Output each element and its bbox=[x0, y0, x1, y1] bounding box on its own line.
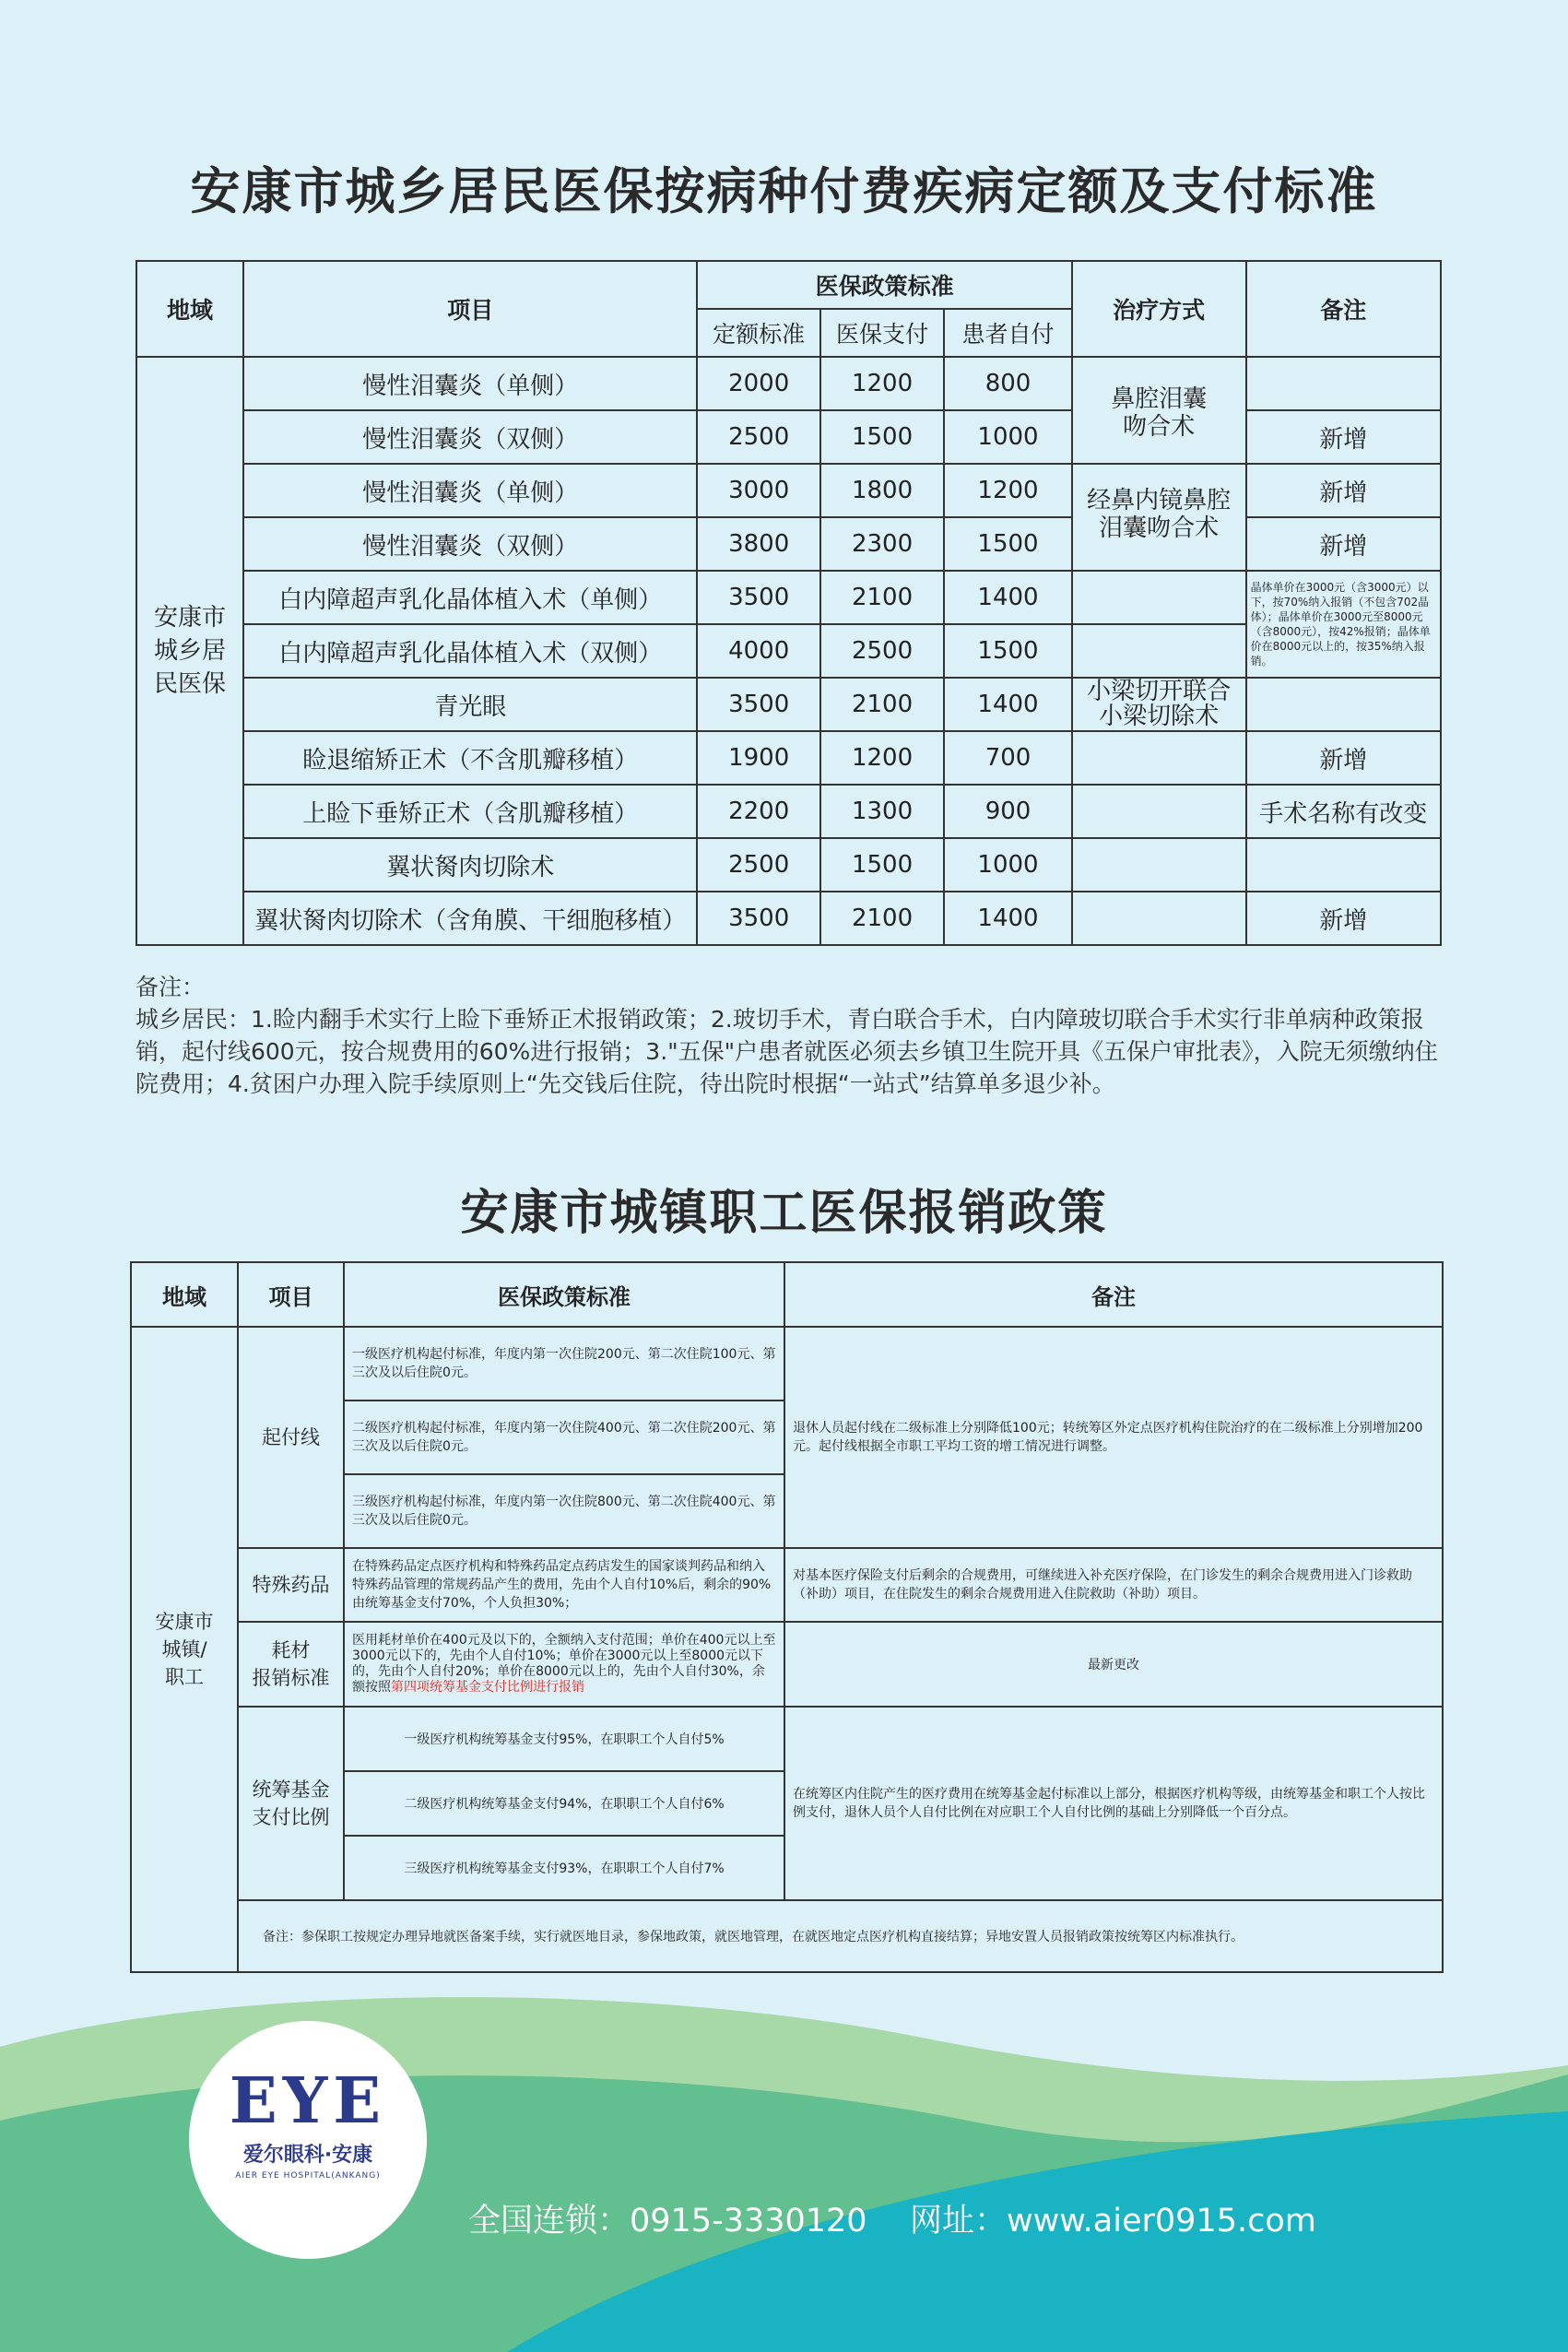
table-row bbox=[136, 624, 1441, 678]
insurance-pay-cell: 1500 bbox=[820, 838, 944, 892]
self-pay-cell: 1000 bbox=[944, 838, 1072, 892]
self-pay-cell: 700 bbox=[944, 731, 1072, 785]
header-policy: 医保政策标准 bbox=[697, 261, 1071, 309]
policy-cell: 三级医疗机构起付标准，年度内第一次住院800元、第二次住院400元、第三次及以后住院0元。 bbox=[344, 1474, 784, 1548]
policy-cell: 在特殊药品定点医疗机构和特殊药品定点药店发生的国家谈判药品和纳入特殊药品管理的常规药品产生的费用，先由个人自付10%后，剩余的90%由统筹基金支付70%，个人负担30%； bbox=[344, 1548, 784, 1622]
table-row bbox=[136, 410, 1441, 464]
insurance-pay-cell: 2100 bbox=[820, 571, 944, 624]
note-cell: 手术名称有改变 bbox=[1246, 785, 1441, 838]
table-row bbox=[131, 1548, 1443, 1622]
item-cell: 慢性泪囊炎（双侧） bbox=[243, 410, 698, 464]
table-row bbox=[136, 517, 1441, 571]
item-cell: 特殊药品 bbox=[238, 1548, 344, 1622]
method-cell bbox=[1072, 624, 1246, 678]
region-cell: 安康市 城镇/ 职工 bbox=[131, 1327, 238, 1972]
method-cell: 经鼻内镜鼻腔 泪囊吻合术 bbox=[1072, 464, 1246, 571]
item-cell: 上睑下垂矫正术（含肌瓣移植） bbox=[243, 785, 698, 838]
section-title: 安康市城镇职工医保报销政策 bbox=[460, 1186, 1108, 1241]
note-cell: 新增 bbox=[1246, 517, 1441, 571]
note-cell: 最新更改 bbox=[784, 1622, 1443, 1707]
item-cell: 睑退缩矫正术（不含肌瓣移植） bbox=[243, 731, 698, 785]
insurance-pay-cell: 1200 bbox=[820, 731, 944, 785]
method-cell bbox=[1072, 571, 1246, 624]
note-cell: 新增 bbox=[1246, 731, 1441, 785]
note-cell: 新增 bbox=[1246, 464, 1441, 517]
note-cell: 在统筹区内住院产生的医疗费用在统筹基金起付标准以上部分，根据医疗机构等级，由统筹基金和职工个人按比例支付，退休人员个人自付比例在对应职工个人自付比例的基础上分别降低一个百分点。 bbox=[784, 1707, 1443, 1900]
table-row bbox=[136, 892, 1441, 945]
quota-cell: 3500 bbox=[697, 678, 819, 731]
item-cell: 慢性泪囊炎（双侧） bbox=[243, 517, 698, 571]
table-row bbox=[136, 838, 1441, 892]
rural-insurance-table bbox=[136, 260, 1442, 946]
header-region: 地域 bbox=[136, 261, 243, 357]
self-pay-cell: 1200 bbox=[944, 464, 1072, 517]
insurance-pay-cell: 2300 bbox=[820, 517, 944, 571]
policy-cell: 三级医疗机构统筹基金支付93%，在职职工个人自付7% bbox=[344, 1836, 784, 1900]
remarks-section bbox=[136, 971, 1444, 1100]
table-row bbox=[136, 357, 1441, 410]
table-row bbox=[131, 1707, 1443, 1771]
insurance-pay-cell: 2100 bbox=[820, 678, 944, 731]
quota-cell: 3800 bbox=[697, 517, 819, 571]
header-item: 项目 bbox=[238, 1262, 344, 1327]
table-header-row bbox=[131, 1262, 1443, 1327]
note-cell bbox=[1246, 838, 1441, 892]
item-cell: 慢性泪囊炎（单侧） bbox=[243, 464, 698, 517]
item-cell: 翼状胬肉切除术（含角膜、干细胞移植） bbox=[243, 892, 698, 945]
table-row bbox=[136, 571, 1441, 624]
insurance-pay-cell: 1300 bbox=[820, 785, 944, 838]
quota-cell: 2200 bbox=[697, 785, 819, 838]
table-row bbox=[131, 1327, 1443, 1401]
material-highlight: 第四项统筹基金支付比例进行报销 bbox=[391, 1680, 584, 1695]
header-quota: 定额标准 bbox=[697, 309, 819, 357]
policy-cell: 二级医疗机构起付标准，年度内第一次住院400元、第二次住院200元、第三次及以后住院0元。 bbox=[344, 1401, 784, 1474]
self-pay-cell: 1000 bbox=[944, 410, 1072, 464]
method-cell bbox=[1072, 785, 1246, 838]
item-cell: 翼状胬肉切除术 bbox=[243, 838, 698, 892]
item-cell: 白内障超声乳化晶体植入术（单侧） bbox=[243, 571, 698, 624]
quota-cell: 2500 bbox=[697, 838, 819, 892]
header-note: 备注 bbox=[784, 1262, 1443, 1327]
header-region: 地域 bbox=[131, 1262, 238, 1327]
header-insurance-pay: 医保支付 bbox=[820, 309, 944, 357]
header-self-pay: 患者自付 bbox=[944, 309, 1072, 357]
employee-insurance-table bbox=[130, 1261, 1444, 1973]
item-cell: 统筹基金 支付比例 bbox=[238, 1707, 344, 1900]
policy-cell bbox=[344, 1622, 784, 1707]
website-link[interactable]: 网址：www.aier0915.com bbox=[910, 2203, 1316, 2240]
cataract-note-cell: 晶体单价在3000元（含3000元）以下，按70%纳入报销（不包含702晶体）；晶体单价在3000元至8000元（含8000元），按42%报销；晶体单价在8000元以上的，按35%纳入报销。 bbox=[1246, 571, 1441, 678]
self-pay-cell: 800 bbox=[944, 357, 1072, 410]
self-pay-cell: 1500 bbox=[944, 517, 1072, 571]
policy-cell: 一级医疗机构起付标准，年度内第一次住院200元、第二次住院100元、第三次及以后住院0元。 bbox=[344, 1327, 784, 1401]
item-cell: 起付线 bbox=[238, 1327, 344, 1548]
contact-phone: 全国连锁：0915-3330120 bbox=[468, 2203, 867, 2240]
header-policy: 医保政策标准 bbox=[344, 1262, 784, 1327]
header-item: 项目 bbox=[243, 261, 698, 357]
item-cell: 慢性泪囊炎（单侧） bbox=[243, 357, 698, 410]
quota-cell: 3000 bbox=[697, 464, 819, 517]
table-row bbox=[136, 785, 1441, 838]
quota-cell: 2000 bbox=[697, 357, 819, 410]
note-cell: 退休人员起付线在二级标准上分别降低100元；转统筹区外定点医疗机构住院治疗的在二级标准上分别增加200元。起付线根据全市职工平均工资的增工情况进行调整。 bbox=[784, 1327, 1443, 1548]
note-cell: 新增 bbox=[1246, 410, 1441, 464]
policy-cell: 二级医疗机构统筹基金支付94%，在职职工个人自付6% bbox=[344, 1771, 784, 1836]
header-note: 备注 bbox=[1246, 261, 1441, 357]
method-cell bbox=[1072, 892, 1246, 945]
header-method: 治疗方式 bbox=[1072, 261, 1246, 357]
table-row bbox=[131, 1622, 1443, 1707]
self-pay-cell: 1500 bbox=[944, 624, 1072, 678]
table-row bbox=[136, 464, 1441, 517]
insurance-pay-cell: 1200 bbox=[820, 357, 944, 410]
note-cell bbox=[1246, 357, 1441, 410]
insurance-pay-cell: 1500 bbox=[820, 410, 944, 464]
insurance-pay-cell: 1800 bbox=[820, 464, 944, 517]
note-cell: 新增 bbox=[1246, 892, 1441, 945]
remarks-label: 备注： bbox=[136, 974, 206, 1000]
table-footer-row bbox=[131, 1900, 1443, 1972]
page-title: 安康市城乡居民医保按病种付费疾病定额及支付标准 bbox=[190, 162, 1378, 220]
remarks-text: 城乡居民：1.睑内翻手术实行上睑下垂矫正术报销政策；2.玻切手术，青白联合手术，白内障玻切联合手术实行非单病种政策报销，起付线600元，按合规费用的60%进行报销；3."五保"户患者就医必须去乡镇卫生院开具《五保户审批表》，入院无须缴纳住院费用；4.贫困户办理入院手续原则上“先交钱后住院，待出院时根据“一站式”结算单多退少补。 bbox=[136, 1006, 1438, 1097]
insurance-pay-cell: 2500 bbox=[820, 624, 944, 678]
logo-english-name: AIER EYE HOSPITAL(ANKANG) bbox=[235, 2171, 381, 2181]
method-cell bbox=[1072, 731, 1246, 785]
method-cell: 小梁切开联合 小梁切除术 bbox=[1072, 678, 1246, 731]
quota-cell: 2500 bbox=[697, 410, 819, 464]
item-cell: 白内障超声乳化晶体植入术（双侧） bbox=[243, 624, 698, 678]
table-row bbox=[136, 731, 1441, 785]
note-cell: 对基本医疗保险支付后剩余的合规费用，可继续进入补充医疗保险，在门诊发生的剩余合规费用进入门诊救助（补助）项目，在住院发生的剩余合规费用进入住院救助（补助）项目。 bbox=[784, 1548, 1443, 1622]
item-cell: 青光眼 bbox=[243, 678, 698, 731]
hospital-logo bbox=[189, 2021, 427, 2259]
self-pay-cell: 1400 bbox=[944, 892, 1072, 945]
self-pay-cell: 1400 bbox=[944, 678, 1072, 731]
logo-chinese-name: 爱尔眼科·安康 bbox=[242, 2144, 373, 2167]
method-cell: 鼻腔泪囊 吻合术 bbox=[1072, 357, 1246, 464]
table-row bbox=[136, 678, 1441, 731]
item-cell: 耗材 报销标准 bbox=[238, 1622, 344, 1707]
quota-cell: 3500 bbox=[697, 892, 819, 945]
policy-cell: 一级医疗机构统筹基金支付95%，在职职工个人自付5% bbox=[344, 1707, 784, 1771]
self-pay-cell: 1400 bbox=[944, 571, 1072, 624]
quota-cell: 3500 bbox=[697, 571, 819, 624]
table-header-row bbox=[136, 261, 1441, 309]
note-cell bbox=[1246, 678, 1441, 731]
self-pay-cell: 900 bbox=[944, 785, 1072, 838]
quota-cell: 4000 bbox=[697, 624, 819, 678]
eye-logo-mark: EYE bbox=[229, 2064, 387, 2138]
insurance-pay-cell: 2100 bbox=[820, 892, 944, 945]
method-cell bbox=[1072, 838, 1246, 892]
table-footer-note: 备注：参保职工按规定办理异地就医备案手续，实行就医地目录，参保地政策，就医地管理，在就医地定点医疗机构直接结算；异地安置人员报销政策按统筹区内标准执行。 bbox=[238, 1900, 1443, 1972]
region-cell: 安康市 城乡居 民医保 bbox=[136, 357, 243, 945]
quota-cell: 1900 bbox=[697, 731, 819, 785]
material-text: 医用耗材单价在400元及以下的，全额纳入支付范围；单价在400元以上至3000元以下的，先由个人自付10%；单价在3000元以上至8000元以下的，先由个人自付20%；单价在8000元以上的，先由个人自付30%，余额按照 bbox=[352, 1633, 776, 1695]
